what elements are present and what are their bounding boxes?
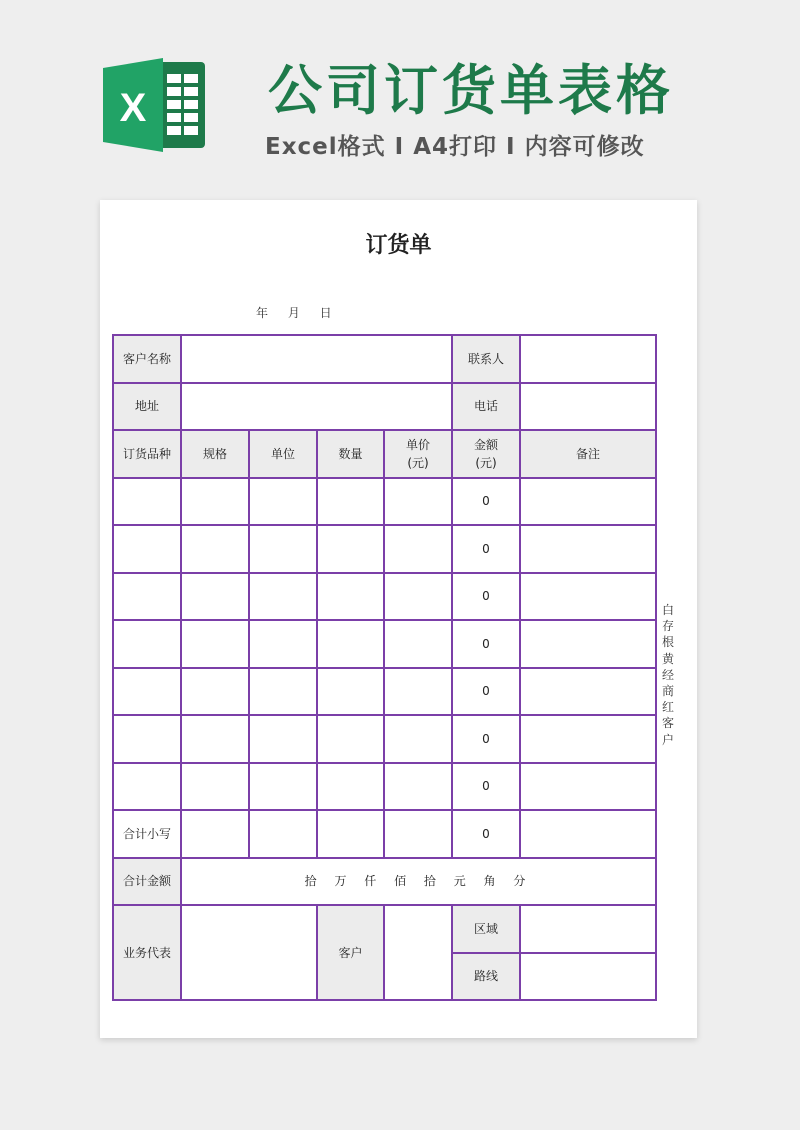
customer-name-label: 客户名称 <box>113 335 181 383</box>
note-cell[interactable] <box>520 810 656 858</box>
route-cell[interactable] <box>520 953 656 1001</box>
spec-cell[interactable] <box>181 810 249 858</box>
table-row <box>113 763 656 811</box>
copy-distribution-note <box>661 602 675 748</box>
spec-cell[interactable] <box>181 668 249 716</box>
side-note-char: 客 <box>661 716 674 731</box>
sales-rep-label: 业务代表 <box>113 905 181 1000</box>
note-cell[interactable] <box>520 763 656 811</box>
unit-cell[interactable] <box>249 810 317 858</box>
table-row <box>113 383 656 431</box>
region-label: 区域 <box>452 905 520 953</box>
item-cell[interactable] <box>113 668 181 716</box>
excel-logo-letter: X <box>119 86 147 130</box>
amount-cell[interactable]: 0 <box>452 478 520 526</box>
item-cell[interactable] <box>113 478 181 526</box>
total-row <box>113 858 656 906</box>
note-cell[interactable] <box>520 525 656 573</box>
col-header-amount: 金额 (元) <box>452 430 520 478</box>
note-cell[interactable] <box>520 573 656 621</box>
address-cell[interactable] <box>181 383 452 431</box>
side-note-char: 红 <box>661 700 674 715</box>
note-cell[interactable] <box>520 478 656 526</box>
price-cell[interactable] <box>384 715 452 763</box>
address-label: 地址 <box>113 383 181 431</box>
unit-cell[interactable] <box>249 525 317 573</box>
side-note-char: 白 <box>661 603 674 617</box>
document-title: 订货单 <box>365 233 432 258</box>
table-row <box>113 525 656 573</box>
note-cell[interactable] <box>520 668 656 716</box>
side-note-char: 根 <box>661 635 674 650</box>
total-amount-label: 合计金额 <box>113 858 181 906</box>
col-header-qty: 数量 <box>317 430 384 478</box>
col-header-unit: 单位 <box>249 430 317 478</box>
spec-cell[interactable] <box>181 573 249 621</box>
table-row <box>113 715 656 763</box>
excel-icon <box>103 58 207 152</box>
footer-row <box>113 905 656 953</box>
price-cell[interactable] <box>384 763 452 811</box>
customer-cell[interactable] <box>384 905 452 1000</box>
qty-cell[interactable] <box>317 620 384 668</box>
side-note-char: 黄 <box>661 651 674 666</box>
unit-cell[interactable] <box>249 763 317 811</box>
table-row <box>113 335 656 383</box>
amount-cell[interactable]: 0 <box>452 668 520 716</box>
col-header-price: 单价 (元) <box>384 430 452 478</box>
customer-name-cell[interactable] <box>181 335 452 383</box>
table-row <box>113 573 656 621</box>
col-header-item: 订货品种 <box>113 430 181 478</box>
spec-cell[interactable] <box>181 715 249 763</box>
qty-cell[interactable] <box>317 763 384 811</box>
unit-cell[interactable] <box>249 620 317 668</box>
qty-cell[interactable] <box>317 810 384 858</box>
unit-cell[interactable] <box>249 668 317 716</box>
spec-cell[interactable] <box>181 763 249 811</box>
table-row <box>113 478 656 526</box>
route-label: 路线 <box>452 953 520 1001</box>
price-cell[interactable] <box>384 668 452 716</box>
unit-cell[interactable] <box>249 573 317 621</box>
table-row <box>113 620 656 668</box>
spec-cell[interactable] <box>181 620 249 668</box>
col-header-spec: 规格 <box>181 430 249 478</box>
order-sheet <box>100 200 697 1038</box>
amount-cell[interactable]: 0 <box>452 763 520 811</box>
side-note-char: 存 <box>661 619 674 634</box>
amount-cell[interactable]: 0 <box>452 525 520 573</box>
unit-cell[interactable] <box>249 478 317 526</box>
unit-cell[interactable] <box>249 715 317 763</box>
item-cell[interactable] <box>113 573 181 621</box>
side-note-char: 商 <box>661 684 674 699</box>
side-note-char: 户 <box>661 732 674 747</box>
qty-cell[interactable] <box>317 573 384 621</box>
spec-cell[interactable] <box>181 525 249 573</box>
note-cell[interactable] <box>520 620 656 668</box>
subtotal-value[interactable]: 0 <box>452 810 520 858</box>
amount-cell[interactable]: 0 <box>452 620 520 668</box>
item-cell[interactable] <box>113 715 181 763</box>
region-cell[interactable] <box>520 905 656 953</box>
col-header-note: 备注 <box>520 430 656 478</box>
subtotal-row <box>113 810 656 858</box>
qty-cell[interactable] <box>317 525 384 573</box>
price-cell[interactable] <box>384 573 452 621</box>
phone-label: 电话 <box>452 383 520 431</box>
spec-cell[interactable] <box>181 478 249 526</box>
qty-cell[interactable] <box>317 478 384 526</box>
item-cell[interactable] <box>113 763 181 811</box>
amount-cell[interactable]: 0 <box>452 573 520 621</box>
price-cell[interactable] <box>384 810 452 858</box>
price-cell[interactable] <box>384 525 452 573</box>
contact-cell[interactable] <box>520 335 656 383</box>
table-row <box>113 668 656 716</box>
price-cell[interactable] <box>384 478 452 526</box>
total-amount-units[interactable]: 拾 万 仟 佰 拾 元 角 分 <box>181 858 656 906</box>
date-line: 年 月 日 <box>256 306 340 320</box>
qty-cell[interactable] <box>317 715 384 763</box>
order-table <box>112 334 657 1001</box>
side-note-char: 经 <box>661 667 674 682</box>
page-subtitle: Excel格式 I A4打印 I 内容可修改 <box>265 134 645 160</box>
sales-rep-cell[interactable] <box>181 905 317 1000</box>
qty-cell[interactable] <box>317 668 384 716</box>
item-cell[interactable] <box>113 525 181 573</box>
column-header-row <box>113 430 656 478</box>
customer-label: 客户 <box>317 905 384 1000</box>
item-cell[interactable] <box>113 620 181 668</box>
note-cell[interactable] <box>520 715 656 763</box>
subtotal-label: 合计小写 <box>113 810 181 858</box>
price-cell[interactable] <box>384 620 452 668</box>
phone-cell[interactable] <box>520 383 656 431</box>
page-title: 公司订货单表格 <box>268 59 674 122</box>
contact-label: 联系人 <box>452 335 520 383</box>
amount-cell[interactable]: 0 <box>452 715 520 763</box>
